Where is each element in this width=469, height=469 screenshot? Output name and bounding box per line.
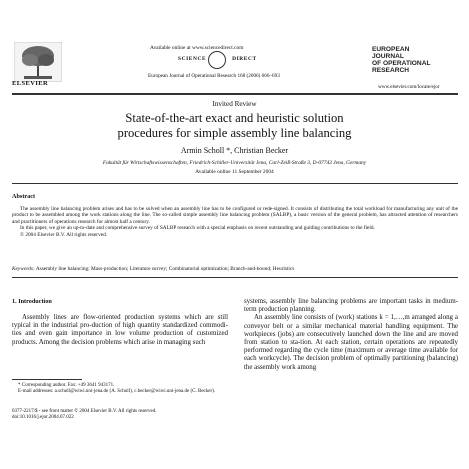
footnote-divider bbox=[12, 379, 82, 380]
journal-title-line: OF OPERATIONAL bbox=[372, 60, 431, 67]
abstract-bottom-divider bbox=[12, 277, 458, 278]
sd-right-text: DIRECT bbox=[232, 56, 257, 62]
keywords-label: Keywords: bbox=[12, 266, 35, 272]
available-online-text: Available online at www.sciencedirect.com bbox=[150, 45, 244, 51]
body-paragraph: An assembly line consists of (work) stations k = 1,…,m arranged along a conveyor belt or a similar mechanical material handling equipment. The workpieces (jobs) are consecutively launched down the line and are moved from station to sta-tion. At each station, certain operations are repeatedly performed regarding the cycle time (maximum or average time available for each workcycle). The decision problem of optimally partitioning (balancing) the assembly work among bbox=[244, 314, 458, 371]
abstract-paragraph: The assembly line balancing problem arises and has to be solved when an assembly line has to be configured or rede-signed. It consists of distributing the total workload for manufacturing any unit of the product to be assembled among the work stations along the line. The so-called simple assembly line balancing problem (SALBP), a basic version of the general problem, has attracted attention of researchers and practitioners of operations research for almost half a century. bbox=[12, 206, 458, 225]
journal-citation: European Journal of Operational Research 168 (2006) 666–693 bbox=[148, 73, 280, 79]
author-list: Armin Scholl *, Christian Becker bbox=[180, 146, 289, 155]
journal-title-line: RESEARCH bbox=[372, 67, 410, 74]
article-type: Invited Review bbox=[212, 100, 257, 108]
body-paragraph: systems, assembly line balancing problems are important tasks in medium-term production planning. bbox=[244, 298, 458, 314]
abstract-paragraph: In this paper, we give an up-to-date and comprehensive survey of SALBP research with a special emphasis on recent outstanding and guiding contributions to the field. bbox=[20, 225, 375, 232]
publisher-name: ELSEVIER bbox=[12, 80, 49, 87]
elsevier-tree-logo bbox=[14, 42, 62, 82]
article-title bbox=[0, 111, 469, 140]
abstract-top-divider bbox=[12, 183, 458, 184]
left-column bbox=[12, 314, 228, 347]
section-heading: 1. Introduction bbox=[12, 298, 52, 305]
journal-url[interactable]: www.elsevier.com/locate/ejor bbox=[378, 84, 440, 90]
sd-left-text: SCIENCE bbox=[178, 56, 207, 62]
available-date: Available online 11 September 2004 bbox=[195, 169, 274, 175]
header-divider bbox=[12, 93, 458, 95]
sciencedirect-circle-icon bbox=[208, 51, 226, 69]
title-line: procedures for simple assembly line balancing bbox=[117, 125, 352, 140]
keywords-list: Assembly line balancing; Mass-production; Literature survey; Combinatorial optimization; Branch-and-bound; Heuristics bbox=[35, 266, 295, 272]
front-matter-line: 0377-2217/$ - see front matter © 2004 Elsevier B.V. All rights reserved. bbox=[12, 409, 157, 414]
doi-line[interactable]: doi:10.1016/j.ejor.2004.07.022 bbox=[12, 415, 74, 420]
abstract-body bbox=[12, 206, 458, 238]
footnote-line: * Corresponding author. Fax: +49 3641 943171. bbox=[18, 383, 115, 388]
copyright-notice: © 2004 Elsevier B.V. All rights reserved. bbox=[20, 231, 108, 238]
abstract-heading: Abstract bbox=[12, 193, 36, 200]
body-paragraph: Assembly lines are flow-oriented production systems which are still typical in the industrial pro-duction of high quantity standardized commodi-ties and even gain importance in low volume production of customized products. Among the decision problems which arise in managing such bbox=[12, 314, 228, 346]
title-line: State-of-the-art exact and heuristic solution bbox=[125, 111, 344, 125]
footnote-line[interactable]: E-mail addresses: a.scholl@wiwi.uni-jena.de (A. Scholl), c.becker@wiwi.uni-jena.de (C. Becker). bbox=[18, 389, 216, 394]
journal-title-block bbox=[372, 46, 458, 74]
journal-title-line: EUROPEAN bbox=[372, 46, 410, 53]
front-matter-info bbox=[12, 409, 228, 421]
keywords bbox=[12, 266, 458, 272]
right-column bbox=[244, 298, 458, 372]
journal-title-line: JOURNAL bbox=[372, 53, 404, 60]
footnote bbox=[12, 383, 228, 395]
affiliation: Fakultät für Wirtschaftswissenschaften, Friedrich-Schiller-Universität Jena, Carl-Zeiß-Straße 3, D-07743 Jena, Germany bbox=[102, 160, 367, 166]
